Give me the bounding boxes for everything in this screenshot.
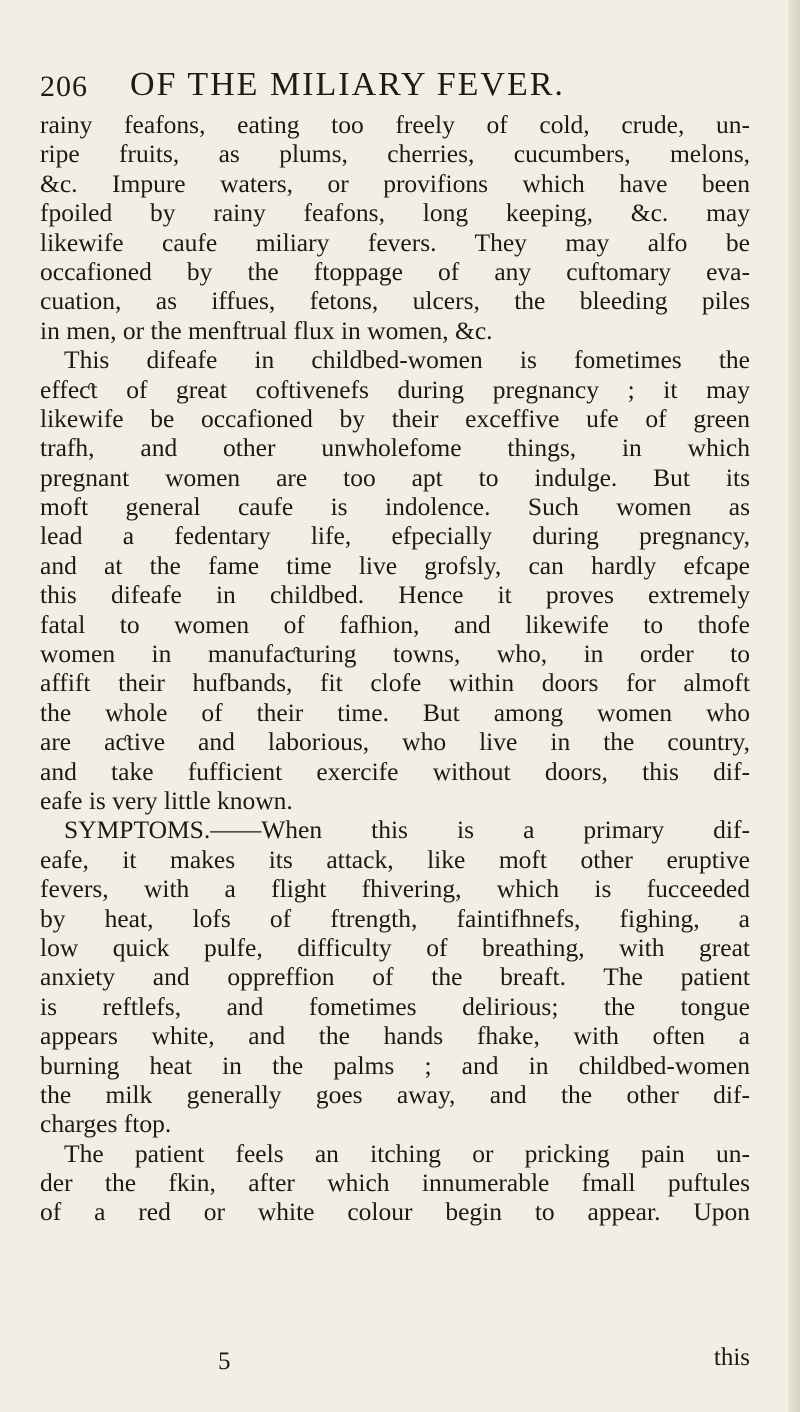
text-line: SYMPTOMS.——When this is a primary dif- [64,815,750,845]
text-line: effeƈt of great coftivenefs during pregnancy ; it may [40,374,750,404]
text-line: likewife caufe miliary fevers. They may alfo be [40,227,750,257]
text-line: trafh, and other unwholefome things, in which [40,433,750,463]
text-line: women in manufaƈturing towns, who, in order to [40,639,750,669]
text-line: ripe fruits, as plums, cherries, cucumbers, melons, [40,139,750,169]
page-edge [788,0,800,1412]
text-line: charges ftop. [40,1109,172,1139]
text-line: affift their hufbands, fit clofe within doors for almoft [40,668,750,698]
text-line: fevers, with a flight fhivering, which is fucceeded [40,874,750,904]
body-text [40,110,750,1227]
text-line: rainy feafons, eating too freely of cold, crude, un- [40,110,750,139]
text-line: low quick pulfe, difficulty of breathing, with great [40,932,750,962]
text-line: by heat, lofs of ftrength, faintifhnefs, fighing, a [40,903,750,933]
text-line: are aƈtive and laborious, who live in the country, [40,727,750,757]
catchword: this [713,1344,750,1371]
text-line: and take fufficient exercife without doors, this dif- [40,756,750,786]
text-line: and at the fame time live grofsly, can hardly efcape [40,550,750,580]
text-line: this difeafe in childbed. Hence it proves extremely [40,580,750,610]
text-line: pregnant women are too apt to indulge. But its [40,462,750,492]
text-line: &c. Impure waters, or provifions which have been [40,168,750,198]
text-line: burning heat in the palms ; and in childbed-women [40,1050,750,1080]
text-line: the whole of their time. But among women who [40,697,750,727]
text-line: This difeafe in childbed-women is fometimes the [64,345,750,375]
text-line: cuation, as iffues, fetons, ulcers, the bleeding piles [40,286,750,316]
text-line: fpoiled by rainy feafons, long keeping, &c. may [40,198,750,228]
text-line: occafioned by the ftoppage of any cuftomary eva- [40,256,750,286]
text-line: anxiety and oppreffion of the breaft. The patient [40,962,750,992]
running-title: OF THE MILIARY FEVER. [130,66,565,103]
text-line: lead a fedentary life, efpecially during pregnancy, [40,521,750,551]
text-line: moft general caufe is indolence. Such women as [40,492,750,522]
text-line: likewife be occafioned by their exceffive ufe of green [40,403,750,433]
text-line: appears white, and the hands fhake, with often a [40,1021,750,1051]
text-line: fatal to women of fafhion, and likewife to thofe [40,609,750,639]
text-line: eafe, it makes its attack, like moft other eruptive [40,844,750,874]
text-line: is reftlefs, and fometimes delirious; the tongue [40,991,750,1021]
text-line: der the fkin, after which innumerable fmall puftules [40,1168,750,1198]
page-number: 206 [40,70,88,103]
text-line: the milk generally goes away, and the other dif- [40,1079,750,1109]
signature-mark: 5 [218,1348,231,1375]
text-line: The patient feels an itching or pricking pain un- [64,1138,750,1168]
page-footer [40,1344,750,1384]
text-line: eafe is very little known. [40,785,293,815]
text-line: of a red or white colour begin to appear. Upon [40,1197,750,1227]
text-line: in men, or the menftrual flux in women, &c. [40,315,493,345]
